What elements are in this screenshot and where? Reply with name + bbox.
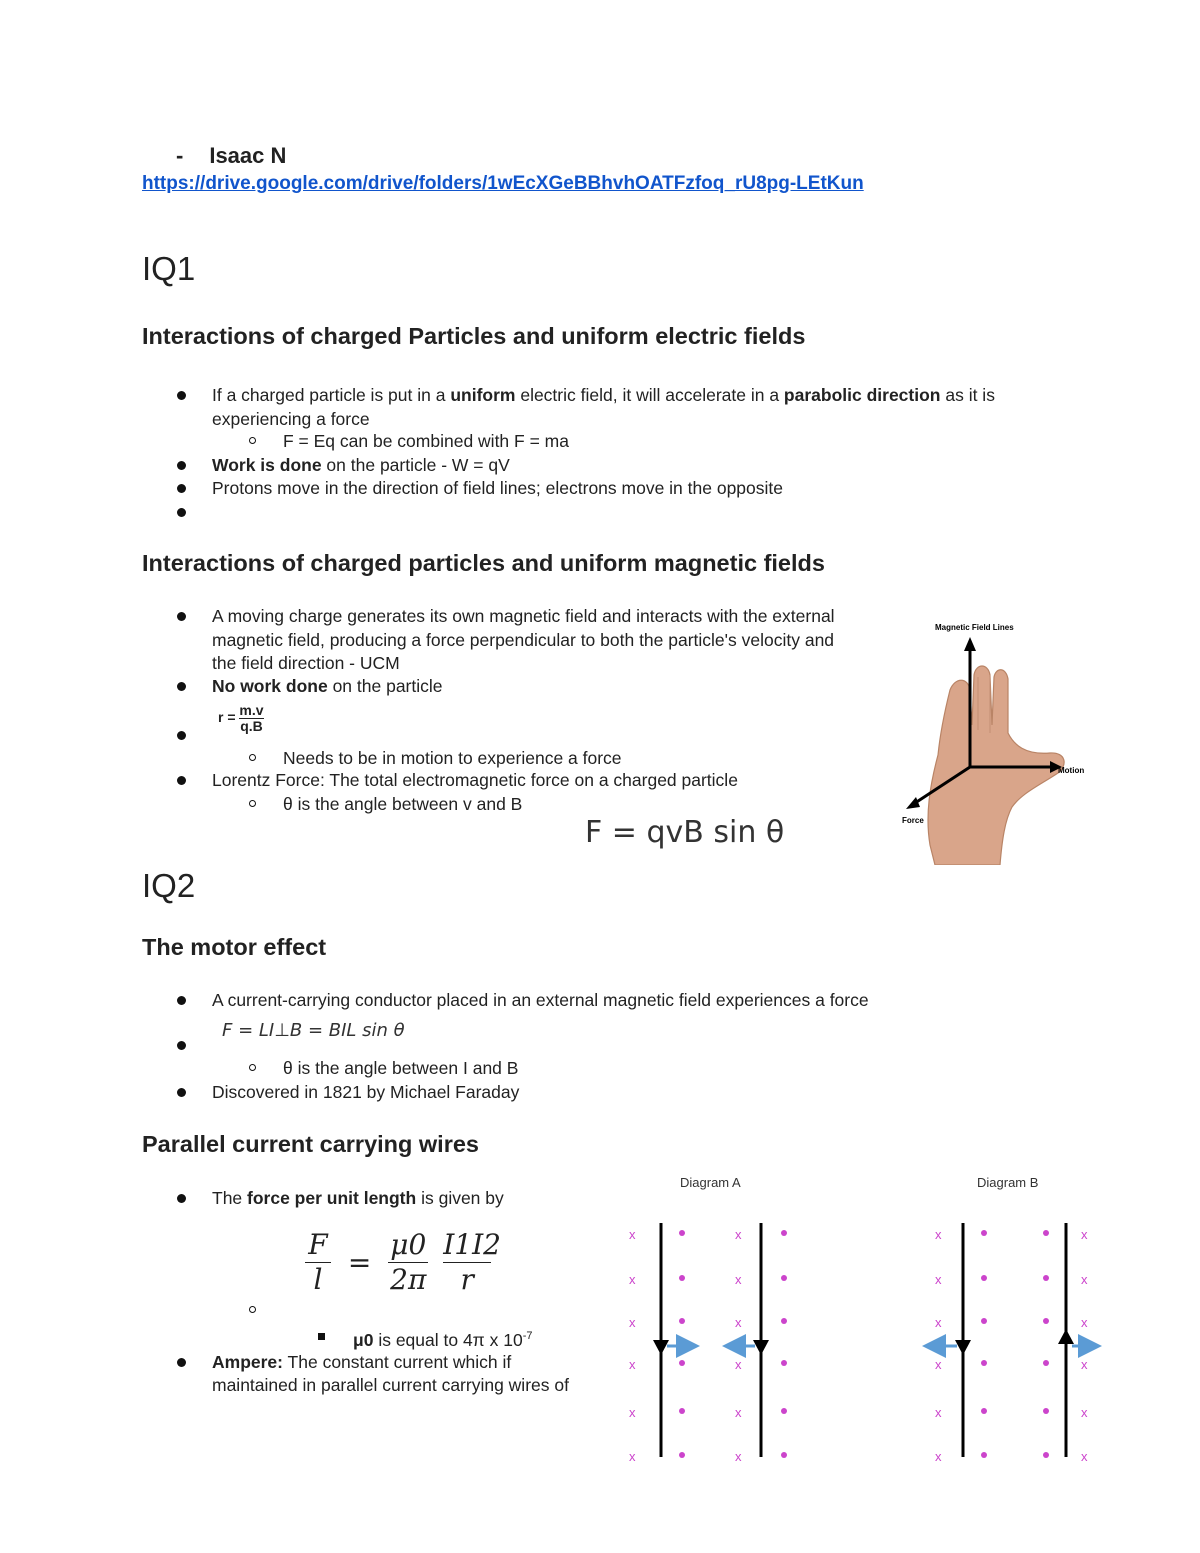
- field-into-page-marker: x: [935, 1272, 942, 1287]
- bullet-icon: [177, 1041, 186, 1050]
- field-out-of-page-marker: [679, 1318, 685, 1324]
- field-into-page-marker: x: [629, 1315, 636, 1330]
- field-out-of-page-marker: [1043, 1275, 1049, 1281]
- magnetic-fields-heading: Interactions of charged particles and uniform magnetic fields: [142, 550, 825, 576]
- field-into-page-marker: x: [629, 1272, 636, 1287]
- field-label: Magnetic Field Lines: [935, 623, 1014, 632]
- bullet-icon: [177, 461, 186, 470]
- bullet-icon: [177, 776, 186, 785]
- sub-bullet-icon: [249, 754, 256, 761]
- magnetic-bullet-1-l3: the field direction - UCM: [212, 653, 400, 673]
- field-out-of-page-marker: [781, 1275, 787, 1281]
- magnetic-bullet-2: No work done on the particle: [212, 676, 443, 696]
- iq2-title: IQ2: [142, 867, 196, 904]
- motor-formula: F = LI⊥B = BIL sin θ: [222, 1020, 405, 1041]
- electric-bullet-2: Work is done on the particle - W = qV: [212, 455, 510, 475]
- diagram-b-label: Diagram B: [977, 1175, 1039, 1190]
- field-into-page-marker: x: [1081, 1315, 1088, 1330]
- motor-bullet-faraday: Discovered in 1821 by Michael Faraday: [212, 1082, 520, 1102]
- parallel-wires-heading: Parallel current carrying wires: [142, 1131, 479, 1157]
- field-out-of-page-marker: [781, 1408, 787, 1414]
- field-out-of-page-marker: [981, 1275, 987, 1281]
- field-into-page-marker: x: [735, 1449, 742, 1464]
- electric-fields-heading: Interactions of charged Particles and uniform electric fields: [142, 323, 806, 349]
- bullet-icon: [177, 612, 186, 621]
- field-out-of-page-marker: [679, 1452, 685, 1458]
- parallel-bullet-1: The force per unit length is given by: [212, 1188, 504, 1208]
- field-into-page-marker: x: [1081, 1272, 1088, 1287]
- magnetic-sub-motion: Needs to be in motion to experience a force: [283, 748, 622, 768]
- field-into-page-marker: x: [1081, 1449, 1088, 1464]
- lorentz-formula: F = qvB sin θ: [585, 815, 785, 850]
- field-out-of-page-marker: [981, 1408, 987, 1414]
- radius-formula: r = $\frac{m.v}{q.B}$: [218, 702, 264, 734]
- field-into-page-marker: x: [735, 1272, 742, 1287]
- field-out-of-page-marker: [981, 1452, 987, 1458]
- motor-effect-heading: The motor effect: [142, 934, 327, 960]
- field-out-of-page-marker: [781, 1360, 787, 1366]
- field-out-of-page-marker: [1043, 1360, 1049, 1366]
- field-into-page-marker: x: [735, 1315, 742, 1330]
- field-into-page-marker: x: [935, 1449, 942, 1464]
- author-line: [176, 143, 286, 169]
- field-out-of-page-marker: [1043, 1452, 1049, 1458]
- ampere-bullet: Ampere: The constant current which if: [212, 1352, 512, 1372]
- bullet-icon: [177, 1194, 186, 1203]
- right-hand-rule-figure: [890, 615, 1100, 865]
- author-dash: -: [176, 143, 184, 168]
- electric-bullet-3: Protons move in the direction of field lines; electrons move in the opposite: [212, 478, 784, 498]
- field-into-page-marker: x: [735, 1405, 742, 1420]
- iq1-title: IQ1: [142, 250, 196, 287]
- field-out-of-page-marker: [679, 1275, 685, 1281]
- field-out-of-page-marker: [981, 1360, 987, 1366]
- field-into-page-marker: x: [1081, 1405, 1088, 1420]
- field-out-of-page-marker: [679, 1408, 685, 1414]
- bullet-icon: [177, 996, 186, 1005]
- field-into-page-marker: x: [1081, 1227, 1088, 1242]
- field-into-page-marker: x: [629, 1405, 636, 1420]
- bullet-icon: [177, 391, 186, 400]
- author-name: Isaac N: [209, 143, 287, 168]
- force-per-length-formula: $\frac{F}{l}$ = $\frac{\mu 0}{2\pi}$ $\frac{I1I2}{r}$: [305, 1228, 491, 1297]
- motor-bullet-1: A current-carrying conductor placed in an external magnetic field experiences a force: [212, 990, 869, 1010]
- magnetic-bullet-1-l1: A moving charge generates its own magnetic field and interacts with the external: [212, 606, 835, 626]
- field-out-of-page-marker: [679, 1230, 685, 1236]
- field-into-page-marker: x: [935, 1315, 942, 1330]
- mu0-value-line: μ0 is equal to 4π x $10^{-7}$: [353, 1329, 533, 1350]
- motion-label: Motion: [1058, 766, 1085, 775]
- sub-bullet-icon: [249, 1306, 256, 1313]
- field-into-page-marker: x: [935, 1405, 942, 1420]
- sub-bullet-icon: [249, 1064, 256, 1071]
- bullet-icon: [177, 484, 186, 493]
- bullet-icon: [177, 731, 186, 740]
- field-out-of-page-marker: [1043, 1318, 1049, 1324]
- field-into-page-marker: x: [935, 1357, 942, 1372]
- field-into-page-marker: x: [629, 1357, 636, 1372]
- field-out-of-page-marker: [781, 1318, 787, 1324]
- field-out-of-page-marker: [781, 1230, 787, 1236]
- field-into-page-marker: x: [735, 1357, 742, 1372]
- field-out-of-page-marker: [981, 1230, 987, 1236]
- magnetic-bullet-lorentz: Lorentz Force: The total electromagnetic force on a charged particle: [212, 770, 738, 790]
- bullet-icon: [177, 682, 186, 691]
- sub-bullet-icon: [249, 437, 256, 444]
- diagram-a-label: Diagram A: [680, 1175, 741, 1190]
- motor-sub-theta: θ is the angle between I and B: [283, 1058, 519, 1078]
- bullet-icon: [177, 1358, 186, 1367]
- ampere-bullet-line2: maintained in parallel current carrying wires of: [212, 1375, 569, 1395]
- field-into-page-marker: x: [935, 1227, 942, 1242]
- field-out-of-page-marker: [1043, 1408, 1049, 1414]
- magnetic-bullet-1-l2: magnetic field, producing a force perpendicular to both the particle's velocity and: [212, 630, 835, 650]
- electric-bullet-1: If a charged particle is put in a uniform electric field, it will accelerate in a parabolic direction as it is: [212, 385, 995, 405]
- electric-bullet-1-line2: experiencing a force: [212, 409, 370, 429]
- field-out-of-page-marker: [781, 1452, 787, 1458]
- magnetic-sub-theta: θ is the angle between v and B: [283, 794, 523, 814]
- field-out-of-page-marker: [1043, 1230, 1049, 1236]
- field-out-of-page-marker: [981, 1318, 987, 1324]
- field-out-of-page-marker: [679, 1360, 685, 1366]
- field-into-page-marker: x: [1081, 1357, 1088, 1372]
- bullet-icon: [177, 508, 186, 517]
- field-into-page-marker: x: [629, 1227, 636, 1242]
- field-into-page-marker: x: [629, 1449, 636, 1464]
- square-bullet-icon: [318, 1333, 325, 1340]
- parallel-wires-diagram: [600, 1165, 1120, 1475]
- electric-sub-1: F = Eq can be combined with F = ma: [283, 431, 569, 451]
- force-label: Force: [902, 816, 924, 825]
- bullet-icon: [177, 1088, 186, 1097]
- sub-bullet-icon: [249, 800, 256, 807]
- drive-folder-link[interactable]: https://drive.google.com/drive/folders/1wEcXGeBBhvhOATFzfoq_rU8pg-LEtKun: [142, 173, 864, 194]
- field-into-page-marker: x: [735, 1227, 742, 1242]
